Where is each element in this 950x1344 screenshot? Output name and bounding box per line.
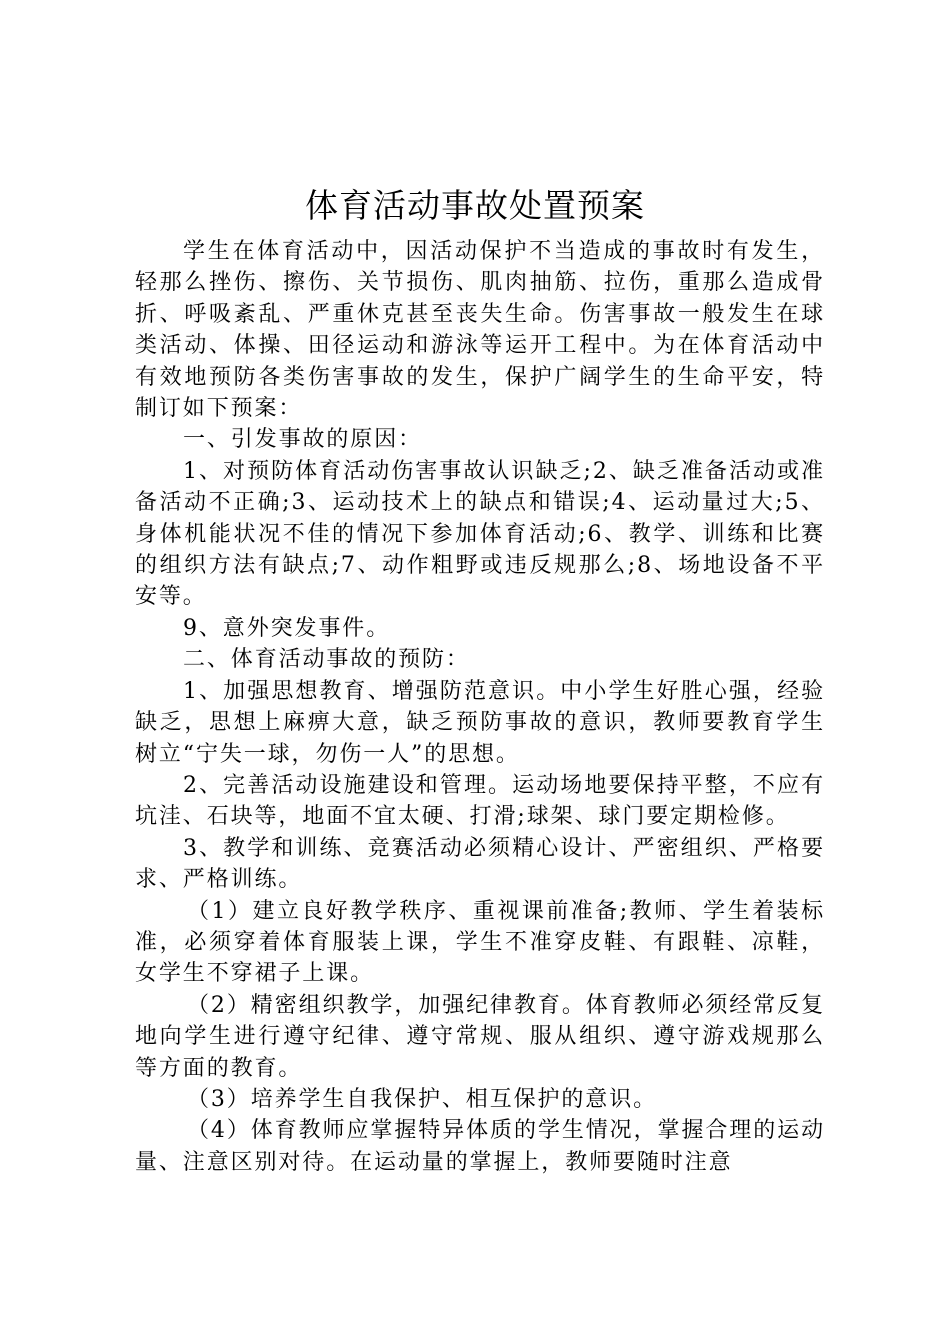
document-title: 体育活动事故处置预案 — [305, 186, 645, 225]
paragraph-subitem-4: （4）体育教师应掌握特异体质的学生情况，掌握合理的运动量、注意区别对待。在运动量的掌握上，教师要随时注意 — [135, 1118, 825, 1175]
paragraph-subitem-3: （3）培养学生自我保护、相互保护的意识。 — [187, 1086, 657, 1112]
paragraph-subitem-1: （1）建立良好教学秩序、重视课前准备;教师、学生着装标准，必须穿着体育服装上课，学生不准穿皮鞋、有跟鞋、凉鞋，女学生不穿裙子上课。 — [135, 898, 825, 987]
paragraph-subitem-2: （2）精密组织教学，加强纪律教育。体育教师必须经常反复地向学生进行遵守纪律、遵守常规、服从组织、遵守游戏规那么等方面的教育。 — [135, 992, 825, 1081]
document-body — [135, 236, 825, 1178]
paragraph-cause-9: 9、意外突发事件。 — [183, 615, 391, 641]
paragraph-causes-list: 1、对预防体育活动伤害事故认识缺乏;2、缺乏准备活动或准备活动不正确;3、运动技术上的缺点和错误;4、运动量过大;5、身体机能状况不佳的情况下参加体育活动;6、教学、训练和比赛的组织方法有缺点;7、动作粗野或违反规那么;8、场地设备不平安等。 — [135, 458, 825, 610]
paragraph-prevention-2: 2、完善活动设施建设和管理。运动场地要保持平整，不应有坑洼、石块等，地面不宜太硬、打滑;球架、球门要定期检修。 — [135, 772, 825, 830]
paragraph-prevention-1: 1、加强思想教育、增强防范意识。中小学生好胜心强，经验缺乏，思想上麻痹大意，缺乏预防事故的意识，教师要教育学生树立“宁失一球，勿伤一人”的思想。 — [135, 678, 825, 767]
paragraph-prevention-3: 3、教学和训练、竞赛活动必须精心设计、严密组织、严格要求、严格训练。 — [135, 835, 825, 893]
section-heading-causes: 一、引发事故的原因： — [183, 427, 423, 453]
section-heading-prevention: 二、体育活动事故的预防： — [183, 647, 470, 673]
paragraph-intro: 学生在体育活动中，因活动保护不当造成的事故时有发生，轻那么挫伤、擦伤、关节损伤、肌肉抽筋、拉伤，重那么造成骨折、呼吸紊乱、严重休克甚至丧失生命。伤害事故一般发生在球类活动、体操、田径运动和游泳等运开工程中。为在体育活动中有效地预防各类伤害事故的发生，保护广阔学生的生命平安，特制订如下预案： — [135, 239, 825, 422]
